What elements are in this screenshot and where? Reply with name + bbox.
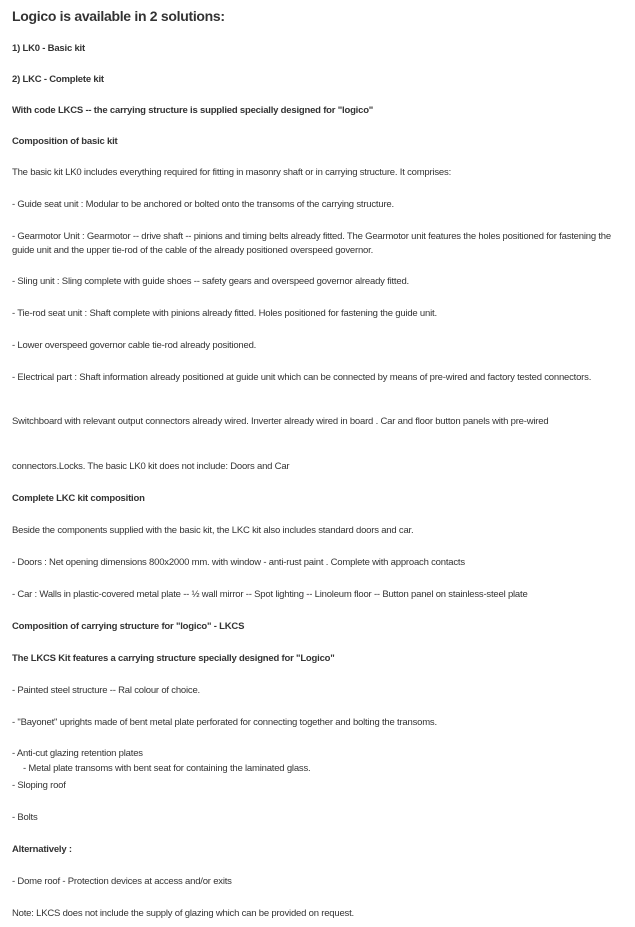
heading-carrying-structure: Composition of carrying structure for "logico" - LKCS <box>12 621 245 632</box>
complete-kit-intro: Beside the components supplied with the basic kit, the LKC kit also includes standard doors and car. <box>12 525 414 536</box>
lkcs-note: With code LKCS -- the carrying structure is supplied specially designed for "logico" <box>12 105 374 116</box>
switchboard-text: Switchboard with relevant output connectors already wired. Inverter already wired in board . Car and floor button panels with pre-wired <box>12 416 549 427</box>
solution-1: 1) LK0 - Basic kit <box>12 43 85 54</box>
item-glazing-plates: - Anti-cut glazing retention plates <box>12 748 143 759</box>
item-car: - Car : Walls in plastic-covered metal plate -- ½ wall mirror -- Spot lighting -- Linoleum floor -- Button panel on stainless-steel plate <box>12 589 528 600</box>
connectors-text: connectors.Locks. The basic LK0 kit does not include: Doors and Car <box>12 461 290 472</box>
item-painted-structure: - Painted steel structure -- Ral colour of choice. <box>12 685 201 696</box>
heading-complete-kit: Complete LKC kit composition <box>12 493 145 504</box>
lkcs-intro: The LKCS Kit features a carrying structure specially designed for "Logico" <box>12 653 335 664</box>
item-gearmotor: - Gearmotor Unit : Gearmotor -- drive shaft -- pinions and timing belts already fitted. The Gearmotor unit features the holes positioned for fastening the guide unit and the upper tie-rod of the cable of the already positioned overspeed governor. <box>12 231 611 256</box>
note-glazing: Note: LKCS does not include the supply of glazing which can be provided on request. <box>12 908 354 919</box>
item-metal-transoms: - Metal plate transoms with bent seat for containing the laminated glass. <box>23 763 311 774</box>
item-dome-roof: - Dome roof - Protection devices at access and/or exits <box>12 876 232 887</box>
item-sloping-roof: - Sloping roof <box>12 780 66 791</box>
item-electrical: - Electrical part : Shaft information already positioned at guide unit which can be connected by means of pre-wired and factory tested connectors. <box>12 372 592 383</box>
item-sling: - Sling unit : Sling complete with guide shoes -- safety gears and overspeed governor already fitted. <box>12 276 409 287</box>
document-title: Logico is available in 2 solutions: <box>12 8 225 24</box>
item-guide-seat: - Guide seat unit : Modular to be anchored or bolted onto the transoms of the carrying structure. <box>12 199 394 210</box>
item-overspeed-cable: - Lower overspeed governor cable tie-rod already positioned. <box>12 340 257 351</box>
item-tie-rod: - Tie-rod seat unit : Shaft complete with pinions already fitted. Holes positioned for fastening the guide unit. <box>12 308 437 319</box>
item-bolts: - Bolts <box>12 812 38 823</box>
basic-kit-intro: The basic kit LK0 includes everything required for fitting in masonry shaft or in carrying structure. It comprises: <box>12 167 452 178</box>
solution-2: 2) LKC - Complete kit <box>12 74 104 85</box>
item-doors: - Doors : Net opening dimensions 800x2000 mm. with window - anti-rust paint . Complete with approach contacts <box>12 557 465 568</box>
alternatively-label: Alternatively : <box>12 844 72 855</box>
heading-basic-kit: Composition of basic kit <box>12 136 118 147</box>
item-bayonet-uprights: - "Bayonet" uprights made of bent metal plate perforated for connecting together and bolting the transoms. <box>12 717 437 728</box>
